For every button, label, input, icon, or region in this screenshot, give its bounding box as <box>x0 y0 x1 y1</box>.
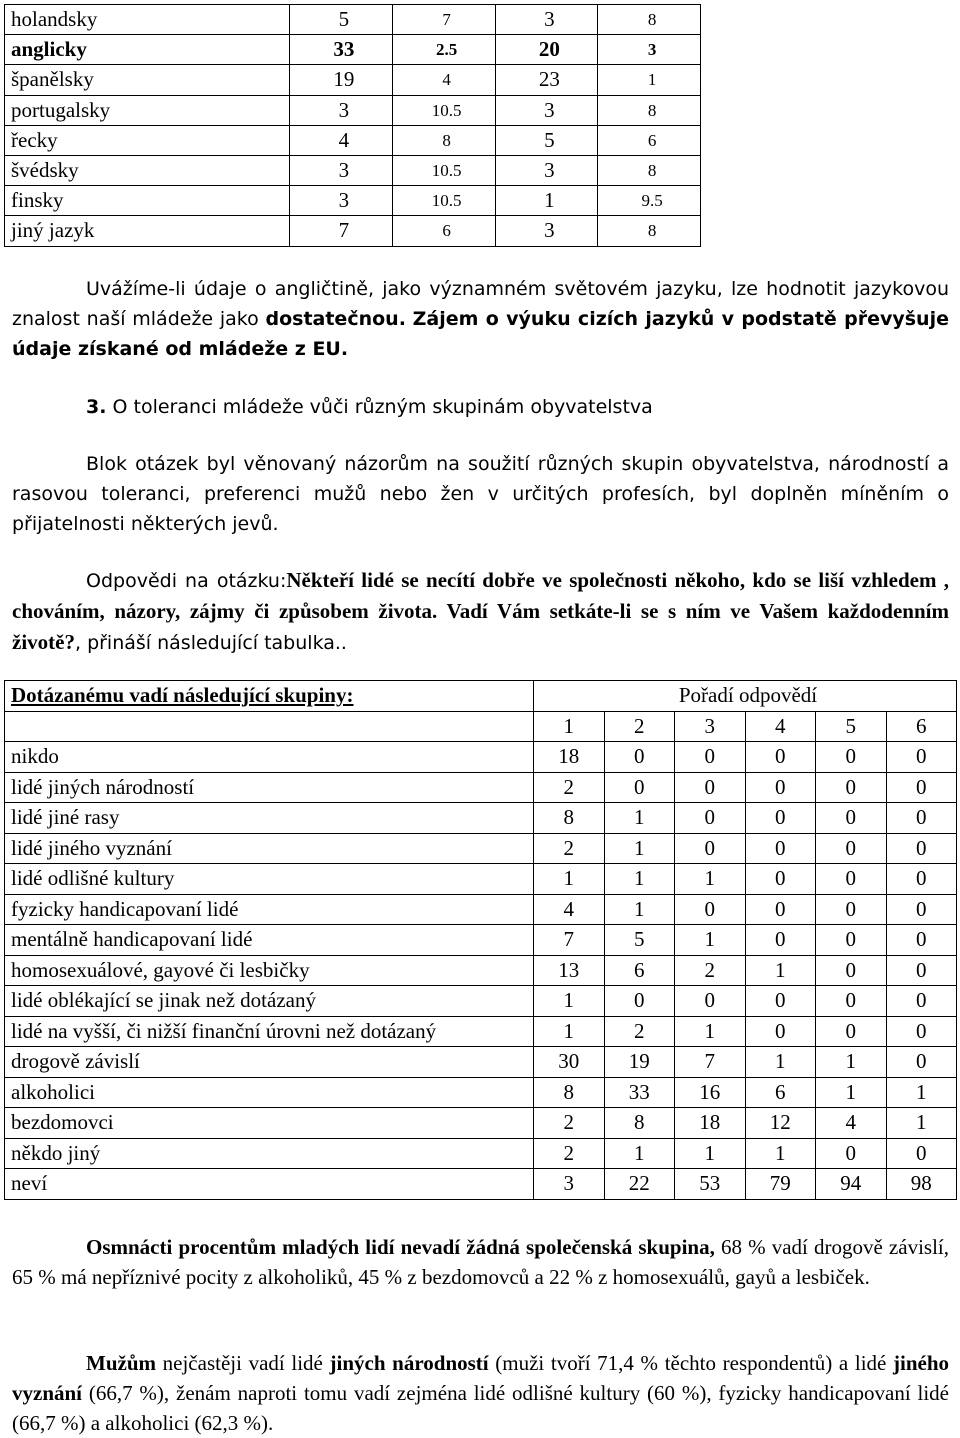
paragraph-english-evaluation <box>12 274 949 364</box>
group-value: 1 <box>886 1108 957 1139</box>
group-value: 16 <box>675 1077 746 1108</box>
language-value: 5 <box>290 5 393 35</box>
language-value: 10.5 <box>392 155 495 185</box>
group-value: 1 <box>745 1138 816 1169</box>
para4-text: 68 % vadí drogově závislí, 65 % má nepříznivé pocity z alkoholiků, 45 % z bezdomovců a 22 % z homosexuálů, gayů a lesbiček. <box>12 1235 949 1289</box>
language-name: švédsky <box>5 155 290 185</box>
group-value: 0 <box>816 1016 887 1047</box>
table-row <box>5 1138 957 1169</box>
group-value: 0 <box>886 925 957 956</box>
para5-t3: (66,7 %), ženám naproti tomu vadí zejména lidé odlišné kultury (60 %), fyzicky handicapovaní lidé (66,7 %) a alkoholici (62,3 %). <box>12 1381 950 1435</box>
group-value: 6 <box>604 955 675 986</box>
language-value: 3 <box>495 95 598 125</box>
header-label: Dotázanému vadí následující skupiny: <box>5 681 534 712</box>
group-value: 0 <box>816 894 887 925</box>
language-value: 3 <box>290 155 393 185</box>
section-heading <box>86 392 653 422</box>
language-value: 2.5 <box>392 35 495 65</box>
group-value: 2 <box>534 833 605 864</box>
order-column-header: 3 <box>675 711 746 742</box>
table-row <box>5 1016 957 1047</box>
para3-lead: Odpovědi na otázku: <box>86 570 287 592</box>
language-value: 3 <box>290 95 393 125</box>
group-value: 5 <box>604 925 675 956</box>
paragraph-question-block <box>12 449 949 539</box>
language-value: 8 <box>598 155 701 185</box>
group-value: 0 <box>886 803 957 834</box>
group-value: 0 <box>886 894 957 925</box>
group-value: 0 <box>604 772 675 803</box>
language-value: 23 <box>495 65 598 95</box>
language-name: finsky <box>5 186 290 216</box>
table-row <box>5 925 957 956</box>
group-value: 6 <box>745 1077 816 1108</box>
group-value: 1 <box>604 894 675 925</box>
group-value: 1 <box>675 1016 746 1047</box>
group-value: 8 <box>534 803 605 834</box>
para5-b2: jiných národností <box>329 1351 489 1375</box>
group-label: homosexuálové, gayové či lesbičky <box>5 955 534 986</box>
language-value: 7 <box>290 216 393 246</box>
group-value: 0 <box>816 772 887 803</box>
language-row <box>5 95 701 125</box>
section-title: O toleranci mládeže vůči různým skupinám obyvatelstva <box>112 396 653 418</box>
group-value: 0 <box>745 925 816 956</box>
order-column-header: 2 <box>604 711 675 742</box>
order-column-header: 1 <box>534 711 605 742</box>
language-value: 6 <box>392 216 495 246</box>
language-value: 6 <box>598 125 701 155</box>
group-value: 1 <box>534 864 605 895</box>
para5-b1: Mužům <box>86 1351 156 1375</box>
table-row <box>5 986 957 1017</box>
para5-t1: nejčastěji vadí lidé <box>162 1351 323 1375</box>
group-value: 98 <box>886 1169 957 1200</box>
group-value: 0 <box>816 803 887 834</box>
group-value: 1 <box>675 925 746 956</box>
language-value: 8 <box>598 5 701 35</box>
table-row <box>5 864 957 895</box>
group-value: 2 <box>534 1108 605 1139</box>
table-header-row <box>5 681 957 712</box>
group-value: 0 <box>745 742 816 773</box>
language-value: 4 <box>290 125 393 155</box>
group-value: 2 <box>675 955 746 986</box>
language-row <box>5 5 701 35</box>
group-value: 0 <box>745 1016 816 1047</box>
group-value: 1 <box>675 1138 746 1169</box>
language-value: 5 <box>495 125 598 155</box>
group-value: 1 <box>745 955 816 986</box>
group-label: bezdomovci <box>5 1108 534 1139</box>
group-value: 0 <box>675 772 746 803</box>
group-value: 1 <box>534 986 605 1017</box>
group-value: 53 <box>675 1169 746 1200</box>
section-number: 3. <box>86 396 107 418</box>
paragraph-gender <box>12 1348 949 1438</box>
language-value: 8 <box>598 95 701 125</box>
group-value: 0 <box>816 742 887 773</box>
language-value: 3 <box>598 35 701 65</box>
para5-t2: (muži tvoří 71,4 % těchto respondentů) a lidé <box>495 1351 887 1375</box>
group-value: 18 <box>675 1108 746 1139</box>
group-label: lidé oblékající se jinak než dotázaný <box>5 986 534 1017</box>
language-value: 10.5 <box>392 186 495 216</box>
table-row <box>5 1108 957 1139</box>
group-value: 0 <box>816 833 887 864</box>
order-column-header: 6 <box>886 711 957 742</box>
group-value: 1 <box>604 833 675 864</box>
table-row <box>5 742 957 773</box>
language-value: 3 <box>290 186 393 216</box>
group-value: 2 <box>534 772 605 803</box>
group-value: 2 <box>534 1138 605 1169</box>
group-value: 0 <box>675 833 746 864</box>
para3-tail: , přináší následující tabulka.. <box>74 632 347 654</box>
language-row <box>5 125 701 155</box>
group-value: 0 <box>886 833 957 864</box>
language-value: 8 <box>392 125 495 155</box>
group-value: 0 <box>816 925 887 956</box>
group-value: 1 <box>534 1016 605 1047</box>
group-value: 0 <box>675 894 746 925</box>
group-value: 1 <box>886 1077 957 1108</box>
group-label: lidé jiného vyznání <box>5 833 534 864</box>
group-value: 33 <box>604 1077 675 1108</box>
group-value: 4 <box>816 1108 887 1139</box>
group-value: 1 <box>745 1047 816 1078</box>
group-value: 8 <box>534 1077 605 1108</box>
group-label: lidé jiných národností <box>5 772 534 803</box>
language-value: 3 <box>495 216 598 246</box>
language-name: řecky <box>5 125 290 155</box>
group-value: 3 <box>534 1169 605 1200</box>
group-value: 0 <box>745 986 816 1017</box>
social-groups-table <box>4 680 957 1200</box>
group-value: 0 <box>886 955 957 986</box>
group-value: 0 <box>886 742 957 773</box>
language-row <box>5 65 701 95</box>
group-value: 13 <box>534 955 605 986</box>
group-value: 0 <box>816 1138 887 1169</box>
group-label: nikdo <box>5 742 534 773</box>
para2-text: Blok otázek byl věnovaný názorům na soužití různých skupin obyvatelstva, národností a rasovou toleranci, preferenci mužů nebo žen v určitých profesích, byl doplněn míněním o přijatelnosti některých jevů. <box>12 453 949 535</box>
group-value: 1 <box>604 864 675 895</box>
group-value: 1 <box>816 1077 887 1108</box>
blank-cell <box>5 711 534 742</box>
table-row <box>5 803 957 834</box>
group-value: 0 <box>816 986 887 1017</box>
group-value: 22 <box>604 1169 675 1200</box>
language-name: holandsky <box>5 5 290 35</box>
table-row <box>5 955 957 986</box>
language-value: 8 <box>598 216 701 246</box>
para4-bold: Osmnácti procentům mladých lidí nevadí žádná společenská skupina, <box>86 1235 715 1259</box>
group-value: 7 <box>675 1047 746 1078</box>
group-label: fyzicky handicapovaní lidé <box>5 894 534 925</box>
table-row <box>5 1047 957 1078</box>
group-value: 0 <box>604 742 675 773</box>
group-label: drogově závislí <box>5 1047 534 1078</box>
language-row <box>5 216 701 246</box>
group-value: 0 <box>816 955 887 986</box>
language-value: 3 <box>495 5 598 35</box>
para5-b3: jiného vyznání <box>12 1351 950 1405</box>
group-value: 0 <box>886 986 957 1017</box>
table-row <box>5 772 957 803</box>
language-value: 4 <box>392 65 495 95</box>
group-value: 0 <box>675 986 746 1017</box>
language-value: 3 <box>495 155 598 185</box>
language-name: španělsky <box>5 65 290 95</box>
header-order: Pořadí odpovědí <box>534 681 957 712</box>
group-value: 0 <box>745 833 816 864</box>
language-name: jiný jazyk <box>5 216 290 246</box>
group-value: 0 <box>745 894 816 925</box>
order-column-header: 4 <box>745 711 816 742</box>
group-label: mentálně handicapovaní lidé <box>5 925 534 956</box>
language-row <box>5 155 701 185</box>
language-value: 9.5 <box>598 186 701 216</box>
order-column-header: 5 <box>816 711 887 742</box>
group-value: 30 <box>534 1047 605 1078</box>
group-value: 79 <box>745 1169 816 1200</box>
group-label: neví <box>5 1169 534 1200</box>
table-row <box>5 833 957 864</box>
group-value: 0 <box>816 864 887 895</box>
language-table <box>4 4 701 247</box>
group-label: lidé na vyšší, či nižší finanční úrovni než dotázaný <box>5 1016 534 1047</box>
group-value: 2 <box>604 1016 675 1047</box>
group-value: 0 <box>886 1047 957 1078</box>
group-value: 7 <box>534 925 605 956</box>
para1-bold-rest: Zájem o výuku cizích jazyků v podstatě převyšuje údaje získané od mládeže z EU. <box>12 308 949 360</box>
group-label: lidé odlišné kultury <box>5 864 534 895</box>
group-value: 0 <box>886 1016 957 1047</box>
language-name: portugalsky <box>5 95 290 125</box>
group-value: 0 <box>675 803 746 834</box>
paragraph-question <box>12 565 949 658</box>
group-value: 19 <box>604 1047 675 1078</box>
language-name: anglicky <box>5 35 290 65</box>
language-row <box>5 35 701 65</box>
group-value: 4 <box>534 894 605 925</box>
language-value: 10.5 <box>392 95 495 125</box>
group-value: 1 <box>816 1047 887 1078</box>
group-value: 0 <box>886 864 957 895</box>
group-value: 0 <box>745 864 816 895</box>
language-row <box>5 186 701 216</box>
group-value: 1 <box>604 1138 675 1169</box>
group-value: 18 <box>534 742 605 773</box>
group-value: 8 <box>604 1108 675 1139</box>
language-value: 7 <box>392 5 495 35</box>
order-columns-row <box>5 711 957 742</box>
group-value: 0 <box>675 742 746 773</box>
group-value: 94 <box>816 1169 887 1200</box>
group-value: 1 <box>675 864 746 895</box>
group-value: 0 <box>604 986 675 1017</box>
table-row <box>5 1077 957 1108</box>
paragraph-summary <box>12 1232 949 1292</box>
table-row <box>5 894 957 925</box>
group-value: 1 <box>604 803 675 834</box>
group-label: alkoholici <box>5 1077 534 1108</box>
group-value: 0 <box>745 772 816 803</box>
language-value: 33 <box>290 35 393 65</box>
group-label: lidé jiné rasy <box>5 803 534 834</box>
language-value: 19 <box>290 65 393 95</box>
para3-question: Někteří lidé se necítí dobře ve společnosti někoho, kdo se liší vzhledem , chováním, názory, zájmy či způsobem života. Vadí Vám setkáte-li se s ním ve Vašem každodenním životě? <box>12 568 949 654</box>
para1-bold-word: dostatečnou. <box>265 308 406 330</box>
language-value: 20 <box>495 35 598 65</box>
table-row <box>5 1169 957 1200</box>
group-label: někdo jiný <box>5 1138 534 1169</box>
group-value: 0 <box>886 772 957 803</box>
group-value: 0 <box>745 803 816 834</box>
language-value: 1 <box>598 65 701 95</box>
para1-text: Uvážíme-li údaje o angličtině, jako významném světovém jazyku, lze hodnotit jazykovou znalost naší mládeže jako <box>12 278 949 330</box>
group-value: 12 <box>745 1108 816 1139</box>
language-value: 1 <box>495 186 598 216</box>
group-value: 0 <box>886 1138 957 1169</box>
